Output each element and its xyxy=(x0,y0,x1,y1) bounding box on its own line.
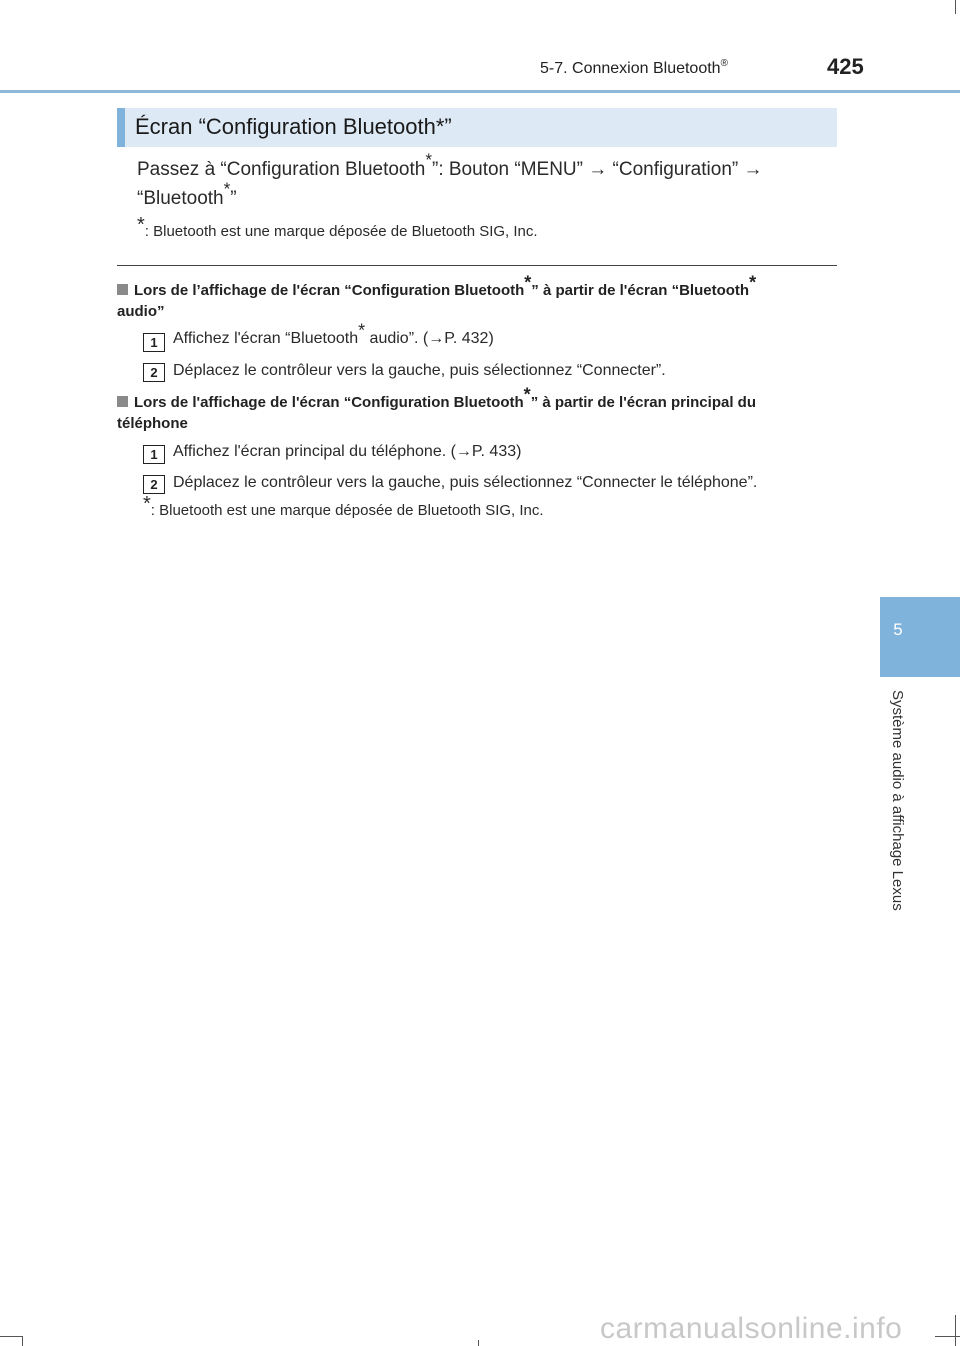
crop-mark xyxy=(478,1340,479,1346)
page-number: 425 xyxy=(827,54,864,79)
step-number: 1 xyxy=(143,333,165,352)
crop-mark xyxy=(22,1336,23,1346)
divider xyxy=(117,265,837,266)
intro-paragraph: Passez à “Configuration Bluetooth*”: Bouton “MENU” → “Configuration” → “Bluetooth*” xyxy=(137,150,763,209)
step-number: 1 xyxy=(143,445,165,464)
bullet-square-icon xyxy=(117,396,128,407)
crop-mark xyxy=(955,1315,956,1346)
section-heading-1: Lors de l’affichage de l'écran “Configuration Bluetooth*” à partir de l'écran “Bluetooth* audio” xyxy=(117,272,757,320)
bullet-square-icon xyxy=(117,284,128,295)
section-heading-2: Lors de l'affichage de l'écran “Configuration Bluetooth*” à partir de l'écran principal du téléphone xyxy=(117,384,756,432)
registered-mark: ® xyxy=(720,58,728,69)
header-rule xyxy=(0,90,960,93)
footnote: *: Bluetooth est une marque déposée de Bluetooth SIG, Inc. xyxy=(143,493,544,519)
chapter-label: Système audio à affichage Lexus xyxy=(889,690,906,911)
step-number: 2 xyxy=(143,475,165,494)
crop-mark xyxy=(935,1336,960,1337)
chapter-number: 5 xyxy=(893,620,903,639)
crop-mark xyxy=(0,1336,22,1337)
step-text: Affichez l'écran principal du téléphone. (→P. 433) xyxy=(173,443,522,460)
step-number: 2 xyxy=(143,363,165,382)
crop-mark xyxy=(955,0,956,14)
step-text: Déplacez le contrôleur vers la gauche, puis sélectionnez “Connecter le téléphone”. xyxy=(173,474,758,491)
footnote: *: Bluetooth est une marque déposée de Bluetooth SIG, Inc. xyxy=(137,214,538,240)
step-text: Déplacez le contrôleur vers la gauche, puis sélectionnez “Connecter”. xyxy=(173,362,666,379)
section-title: 5-7. Connexion Bluetooth® xyxy=(540,58,728,77)
page-heading: Écran “Configuration Bluetooth*” xyxy=(135,114,452,139)
watermark: carmanualsonline.info xyxy=(600,1312,903,1345)
step-text: Affichez l'écran “Bluetooth* audio”. (→P. 432) xyxy=(173,320,494,347)
